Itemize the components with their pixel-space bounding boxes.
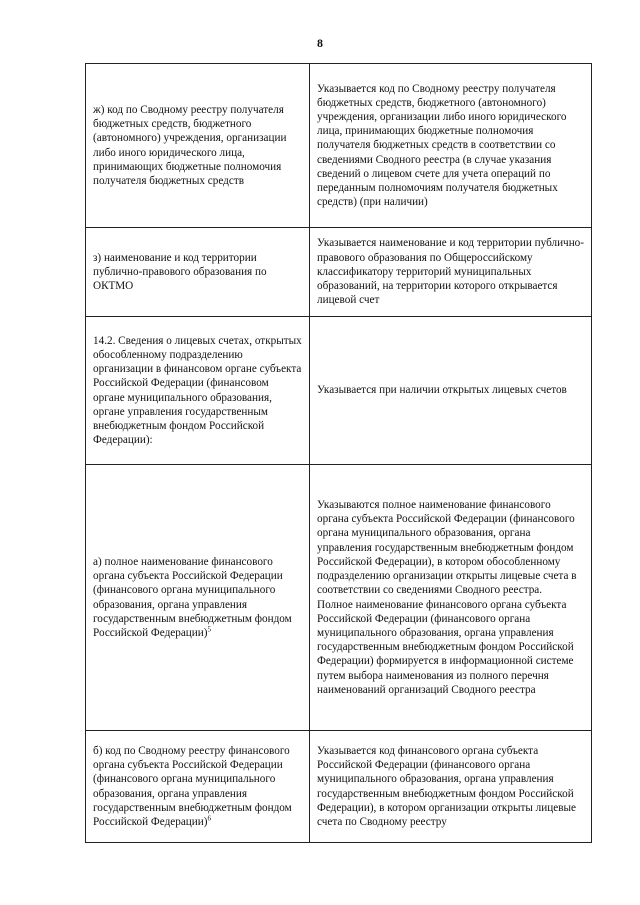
row-description-cell — [310, 465, 592, 731]
footnote-ref: 6 — [207, 814, 211, 823]
page-number: 8 — [317, 36, 323, 50]
row-label-cell — [86, 731, 310, 843]
row-description: Указывается наименование и код территории публично-правового образования по Общероссийскому классификатору территорий муниципальных образований, на территории которого открывается лицевой счет — [310, 228, 592, 317]
row-label: 14.2. Сведения о лицевых счетах, открытых обособленному подразделению организации в финансовом органе субъекта Российской Федерации (финансовом органе муниципального образования, органе управления государственным внебюджетным фондом Российской Федерации): — [86, 317, 310, 465]
row-label: б) код по Сводному реестру финансового органа субъекта Российской Федерации (финансового органа муниципального образования, органа управления государственным внебюджетным фондом Российской Федерации) — [93, 744, 292, 828]
row-label: з) наименование и код территории публично-правового образования по ОКТМО — [86, 228, 310, 317]
table-row — [86, 317, 592, 465]
row-label-cell — [86, 465, 310, 731]
row-label: ж) код по Сводному реестру получателя бюджетных средств, бюджетного (автономного) учреждения, организации либо иного юридического лица, принимающих бюджетные полномочия получателя бюджетных средств — [86, 64, 310, 228]
footnote-ref: 5 — [207, 625, 211, 634]
row-description: Указывается код финансового органа субъекта Российской Федерации (финансового органа муниципального образования, органа управления государственным внебюджетным фондом Российской Федерации), в котором организации открыты лицевые счета по Сводному реестру — [310, 731, 592, 843]
table-row — [86, 64, 592, 228]
row-description: Указывается при наличии открытых лицевых счетов — [310, 317, 592, 465]
table-row — [86, 731, 592, 843]
row-description: Указывается код по Сводному реестру получателя бюджетных средств, бюджетного (автономного) учреждения, организации либо иного юридического лица, принимающих бюджетные полномочия получателя бюджетных средств в соответствии со сведениями Сводного реестра (в случае указания сведений о лицевом счете для учета операций по переданным полномочиям получателя бюджетных средств) (при наличии) — [310, 64, 592, 228]
table-row — [86, 228, 592, 317]
requisites-table — [85, 63, 592, 843]
row-description: Указываются полное наименование финансового органа субъекта Российской Федерации (финансового органа муниципального образования, органа управления государственным внебюджетным фондом Российской Федерации), в котором обособленному подразделению организации открыты лицевые счета в соответствии со сведениями Сводного реестра. — [317, 499, 577, 597]
row-description-continued: Полное наименование финансового органа субъекта Российской Федерации (финансового органа муниципального образования, органа управления государственным внебюджетным фондом Российской Федерации) формируется в информационной системе путем выбора наименования из полного перечня наименований организаций Сводного реестра — [317, 598, 574, 696]
table-row — [86, 465, 592, 731]
row-label: а) полное наименование финансового органа субъекта Российской Федерации (финансового органа муниципального образования, органа управления государственным внебюджетным фондом Российской Федерации) — [93, 555, 292, 639]
